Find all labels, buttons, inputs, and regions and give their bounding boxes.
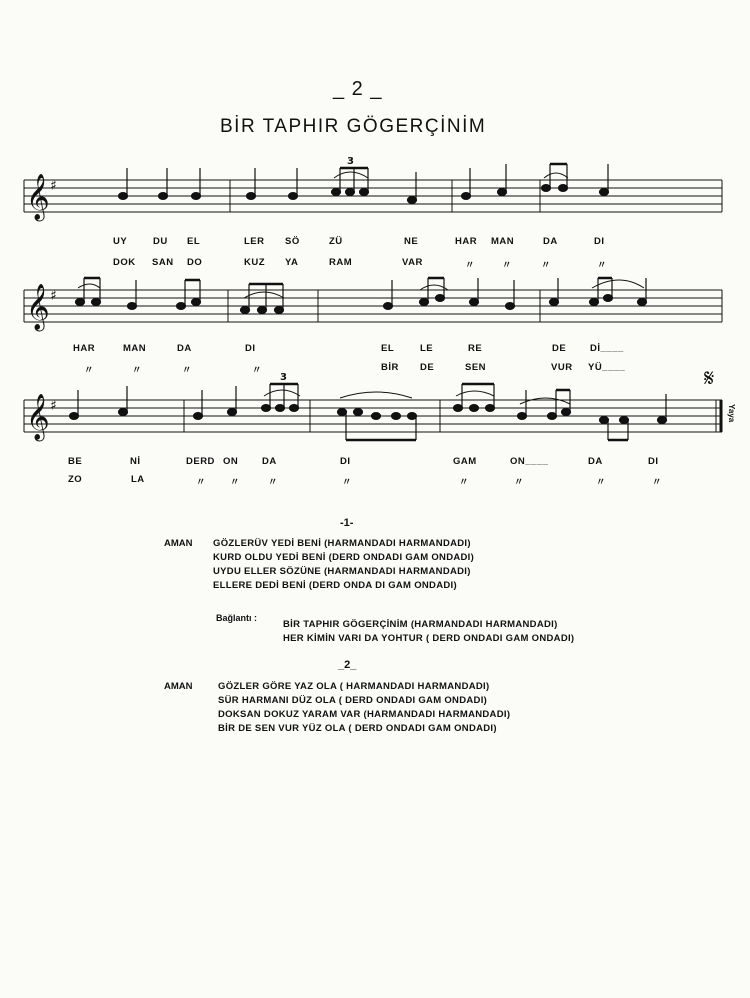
verse-2-aman: AMAN: [164, 681, 193, 692]
verse-line: GÖZLER GÖRE YAZ OLA ( HARMANDADI HARMANDADI): [218, 681, 490, 692]
lyric-syllable: HAR: [73, 343, 96, 354]
lyric-syllable: DA: [262, 456, 277, 467]
lyric-syllable: VUR: [551, 362, 573, 373]
lyric-syllable: ZO: [68, 474, 83, 485]
page-number: _ 2 _: [333, 78, 383, 100]
lyric-syllable: RE: [468, 343, 483, 354]
lyric-syllable: DOK: [113, 257, 136, 268]
treble-clef-2: 𝄞: [26, 284, 50, 330]
notes-staff-1: [119, 164, 609, 203]
lyric-syllable: 〃: [132, 365, 143, 376]
lyric-syllable: DO: [187, 257, 203, 268]
verse-line: GÖZLERÜV YEDİ BENİ (HARMANDADI HARMANDADI): [213, 538, 471, 549]
lyric-syllable: SEN: [465, 362, 487, 373]
lyric-syllable: MAN: [123, 343, 147, 354]
lyric-syllable: 〃: [514, 477, 525, 488]
lyric-syllable: 〃: [342, 477, 353, 488]
lyric-syllable: 〃: [196, 477, 207, 488]
lyric-syllable: 〃: [252, 365, 263, 376]
lyric-syllable: 〃: [597, 260, 608, 271]
svg-text:3: 3: [347, 156, 354, 167]
verse-line: UYDU ELLER SÖZÜNE (HARMANDADI HARMANDADI): [213, 566, 471, 577]
svg-text:♯: ♯: [50, 288, 57, 304]
lyric-syllable: DE: [552, 343, 567, 354]
lyric-syllable: VAR: [402, 257, 423, 268]
svg-text:♯: ♯: [50, 178, 57, 194]
lyric-syllable: 〃: [230, 477, 241, 488]
lyric-syllable: DA: [588, 456, 603, 467]
lyric-syllable: DE: [420, 362, 435, 373]
verse-line: DOKSAN DOKUZ YARAM VAR (HARMANDADI HARMANDADI): [218, 709, 511, 720]
lyric-syllable: HAR: [455, 236, 478, 247]
verse-1-aman: AMAN: [164, 538, 193, 549]
lyric-syllable: SAN: [152, 257, 174, 268]
song-title: BİR TAPHIR GÖGERÇİNİM: [220, 116, 487, 137]
svg-text:3: 3: [280, 372, 287, 383]
verse-line: BİR DE SEN VUR YÜZ OLA ( DERD ONDADI GAM ONDADI): [218, 723, 497, 734]
lyric-syllable: BE: [68, 456, 83, 467]
lyric-syllable: DI: [245, 343, 256, 354]
lyric-syllable: DA: [543, 236, 558, 247]
staff-line-1: [24, 180, 722, 212]
lyric-syllable: YA: [285, 257, 299, 268]
verse-line: SÜR HARMANI DÜZ OLA ( DERD ONDADI GAM ONDADI): [218, 695, 488, 706]
notes-staff-2: [76, 278, 647, 313]
lyric-syllable: GAM: [453, 456, 477, 467]
verse-2-label: _2_: [338, 659, 357, 671]
lyric-syllable: 〃: [596, 477, 607, 488]
lyric-syllable: DI: [340, 456, 351, 467]
treble-clef-3: 𝄞: [26, 394, 50, 440]
lyric-syllable: Nİ: [130, 456, 141, 467]
lyric-syllable: ON____: [510, 456, 549, 467]
lyric-syllable: NE: [404, 236, 419, 247]
lyric-syllable: Dİ____: [590, 343, 624, 354]
lyric-syllable: DU: [153, 236, 168, 247]
lyric-syllable: MAN: [491, 236, 515, 247]
lyric-syllable: YÜ____: [588, 362, 626, 373]
lyric-syllable: 〃: [652, 477, 663, 488]
lyric-syllable: DERD: [186, 456, 215, 467]
ending-mark: Yaya: [727, 404, 736, 423]
baglanti-line: HER KİMİN VARI DA YOHTUR ( DERD ONDADI GAM ONDADI): [283, 633, 575, 644]
lyric-syllable: DI: [594, 236, 605, 247]
lyric-syllable: ON: [223, 456, 239, 467]
lyric-syllable: SÖ: [285, 236, 300, 247]
treble-clef-1: 𝄞: [26, 174, 50, 220]
lyric-syllable: DA: [177, 343, 192, 354]
baglanti-line: BİR TAPHIR GÖGERÇİNİM (HARMANDADI HARMANDADI): [283, 619, 558, 630]
lyric-syllable: EL: [187, 236, 201, 247]
svg-text:♯: ♯: [50, 398, 57, 414]
lyric-syllable: KUZ: [244, 257, 266, 268]
verse-line: ELLERE DEDİ BENİ (DERD ONDA DI GAM ONDADI): [213, 580, 457, 591]
lyric-syllable: 〃: [465, 260, 476, 271]
verse-1-label: -1-: [340, 517, 354, 529]
lyric-syllable: 〃: [502, 260, 513, 271]
lyric-syllable: 〃: [182, 365, 193, 376]
lyric-syllable: DI: [648, 456, 659, 467]
baglanti-label: Bağlantı :: [216, 613, 258, 623]
lyric-syllable: 〃: [459, 477, 470, 488]
verse-line: KURD OLDU YEDİ BENİ (DERD ONDADI GAM ONDADI): [213, 552, 475, 563]
lyric-syllable: EL: [381, 343, 395, 354]
lyric-syllable: 〃: [84, 365, 95, 376]
lyric-syllable: 〃: [541, 260, 552, 271]
lyric-syllable: BİR: [381, 362, 399, 373]
svg-text:𝄋: 𝄋: [704, 364, 715, 392]
lyric-syllable: UY: [113, 236, 128, 247]
lyric-syllable: RAM: [329, 257, 353, 268]
lyric-syllable: LE: [420, 343, 434, 354]
lyric-syllable: LA: [131, 474, 145, 485]
lyric-syllable: ZÜ: [329, 236, 343, 247]
lyric-syllable: 〃: [268, 477, 279, 488]
lyric-syllable: LER: [244, 236, 265, 247]
